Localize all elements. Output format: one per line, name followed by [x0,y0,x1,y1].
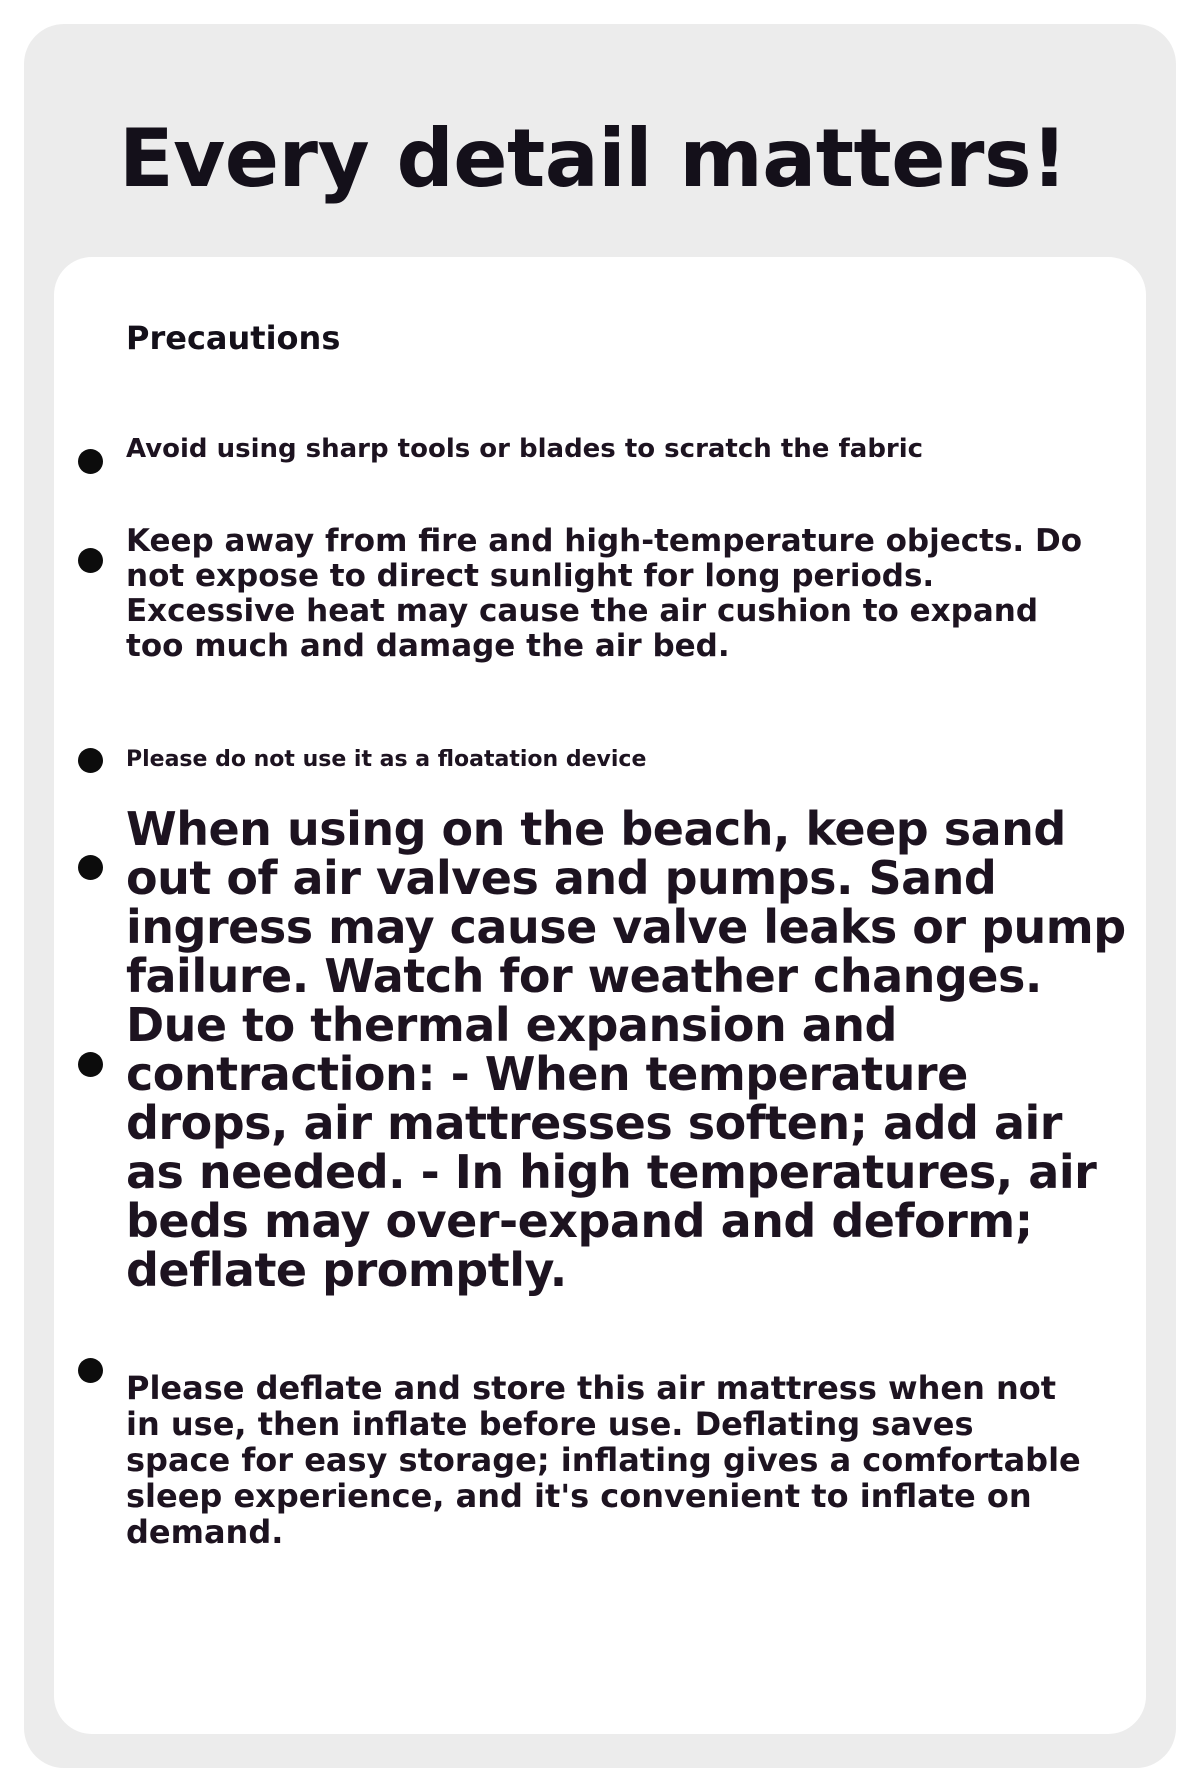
bullet-icon [78,748,103,773]
section-title: Precautions [126,319,341,357]
precaution-item: Keep away from fire and high-temperature objects. Do not expose to direct sunlight for long periods. Excessive heat may cause the air cushion to expand too much and damage the air bed. [126,523,1083,664]
bullet-icon [78,548,103,573]
precaution-item: Please deflate and store this air mattress when not in use, then inflate before use. Deflating saves space for easy storage; inflating gives a comfortable sleep experience, and it's convenient to inflate on demand. [126,1369,1081,1551]
bullet-icon [78,449,103,474]
outer-card [24,24,1176,1768]
bullet-icon [78,1358,103,1383]
precaution-item: When using on the beach, keep sand out of air valves and pumps. Sand ingress may cause valve leaks or pump failure. Watch for weather changes. Due to thermal expansion and contraction: - When temperature drops, air mattresses soften; add air as needed. - In high temperatures, air beds may over-expand and deform; deflate promptly. [126,802,1126,1297]
precaution-item: Avoid using sharp tools or blades to scratch the fabric [126,434,924,464]
headline: Every detail matters! [118,112,1068,205]
bullet-icon [78,855,103,880]
precaution-item: Please do not use it as a floatation device [126,747,647,772]
precautions-card [54,257,1146,1734]
bullet-icon [78,1052,103,1077]
